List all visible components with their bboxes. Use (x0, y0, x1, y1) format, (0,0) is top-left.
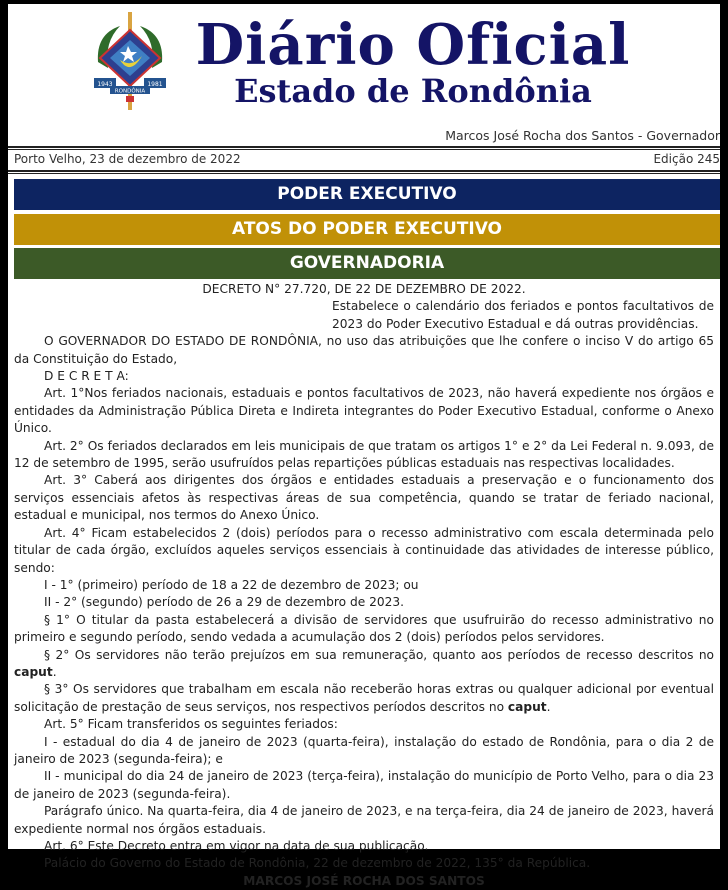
decree-heading: DECRETO N° 27.720, DE 22 DE DEZEMBRO DE 2022. (202, 282, 526, 296)
decree-decreta: D E C R E T A: (44, 369, 129, 384)
caput-term: caput (507, 699, 547, 714)
crest-year-left: 1943 (97, 81, 113, 88)
paragraph-text: § 2° Os servidores não terão prejuízos em sua remuneração, quanto aos períodos de recesso descritos no (44, 647, 714, 662)
article-1: Art. 1°Nos feriados nacionais, estaduais e pontos facultativos de 2023, não haverá expediente nos órgãos e entidades da Administração Pública Direta e Indireta integrantes do Poder Executivo Estadual, conforme o Anexo Único. (14, 386, 714, 436)
article-5: Art. 5° Ficam transferidos os seguintes feriados: (44, 717, 338, 732)
article-6: Art. 6° Este Decreto entra em vigor na data de sua publicação. (44, 839, 429, 853)
article-4-paragraph-3: § 3° Os servidores que trabalham em escala não receberão horas extras ou qualquer adicional por eventual solicitação de prestação de seus serviços, nos respectivos períodos descritos no caput. (14, 682, 714, 714)
gazette-title (178, 14, 648, 108)
closing-line: Palácio do Governo do Estado de Rondônia, 22 de dezembro de 2022, 135° da República. (44, 856, 591, 871)
article-2: Art. 2° Os feriados declarados em leis municipais de que tratam os artigos 1° e 2° da Lei Federal n. 9.093, de 12 de setembro de 1995, serão usufruídos pelas repartições públicas estaduais nas respectivas localidades. (14, 438, 714, 471)
section-band-poder-executivo: PODER EXECUTIVO (14, 179, 720, 210)
divider (8, 170, 720, 174)
gazette-title-main: Diário Oficial (195, 12, 631, 78)
article-3: Art. 3° Caberá aos dirigentes dos órgãos e entidades estaduais a preservação e o funcionamento dos serviços essenciais afetos às respectivas áreas de sua competência, quando se tratar de feriado nacional, estadual e municipal, nos termos do Anexo Único. (14, 473, 714, 523)
edition-number: Edição 245 (653, 152, 720, 166)
caput-term: caput (14, 664, 53, 679)
place-date: Porto Velho, 23 de dezembro de 2022 (14, 152, 241, 166)
article-4-paragraph-2: § 2° Os servidores não terão prejuízos em sua remuneração, quanto aos períodos de recesso descritos no caput. (14, 647, 714, 679)
paragraph-text: § 3° Os servidores que trabalham em escala não receberão horas extras ou qualquer adicional por eventual solicitação de prestação de seus serviços, nos respectivos períodos descritos no (14, 682, 714, 714)
article-4: Art. 4° Ficam estabelecidos 2 (dois) períodos para o recesso administrativo com escala determinada pelo titular de cada órgão, excluídos aqueles serviços essenciais à continuidade das atividades de interesse público, sendo: (14, 525, 714, 575)
governor-line: Marcos José Rocha dos Santos - Governador (445, 128, 720, 143)
masthead (8, 4, 720, 126)
crest-label: RONDÔNIA (114, 88, 146, 95)
crest-year-right: 1981 (147, 81, 163, 88)
gazette-subtitle: Estado de Rondônia (234, 72, 592, 110)
divider (8, 146, 720, 150)
signature: MARCOS JOSÉ ROCHA DOS SANTOS (243, 873, 485, 888)
decree-ementa: Estabelece o calendário dos feriados e pontos facultativos de 2023 do Poder Executivo Estadual e dá outras providências. (332, 299, 714, 331)
article-4-paragraph-1: § 1° O titular da pasta estabelecerá a divisão de servidores que usufruirão do recesso administrativo no primeiro e segundo período, sendo vedada a acumulação dos 2 (dois) períodos pelos servidores. (14, 612, 714, 645)
decree-body (14, 281, 714, 890)
article-5-item-1: I - estadual do dia 4 de janeiro de 2023 (quarta-feira), instalação do estado de Rondônia, para o dia 2 de janeiro de 2023 (segunda-feira); e (14, 734, 714, 766)
article-4-item-2: II - 2° (segundo) período de 26 a 29 de dezembro de 2023. (44, 595, 404, 610)
dateline (14, 152, 720, 166)
article-5-item-2: II - municipal do dia 24 de janeiro de 2023 (terça-feira), instalação do município de Porto Velho, para o dia 23 de janeiro de 2023 (segunda-feira). (14, 769, 714, 801)
section-band-atos: ATOS DO PODER EXECUTIVO (14, 214, 720, 245)
coat-of-arms-icon (90, 12, 170, 112)
gazette-page (8, 4, 720, 888)
article-4-item-1: I - 1° (primeiro) período de 18 a 22 de dezembro de 2023; ou (44, 577, 419, 592)
decree-preamble: O GOVERNADOR DO ESTADO DE RONDÔNIA, no uso das atribuições que lhe confere o inciso V do artigo 65 da Constituição do Estado, (14, 334, 714, 366)
article-5-sole-paragraph: Parágrafo único. Na quarta-feira, dia 4 de janeiro de 2023, e na terça-feira, dia 24 de janeiro de 2023, haverá expediente normal nos órgãos estaduais. (14, 804, 714, 836)
section-band-governadoria: GOVERNADORIA (14, 248, 720, 279)
